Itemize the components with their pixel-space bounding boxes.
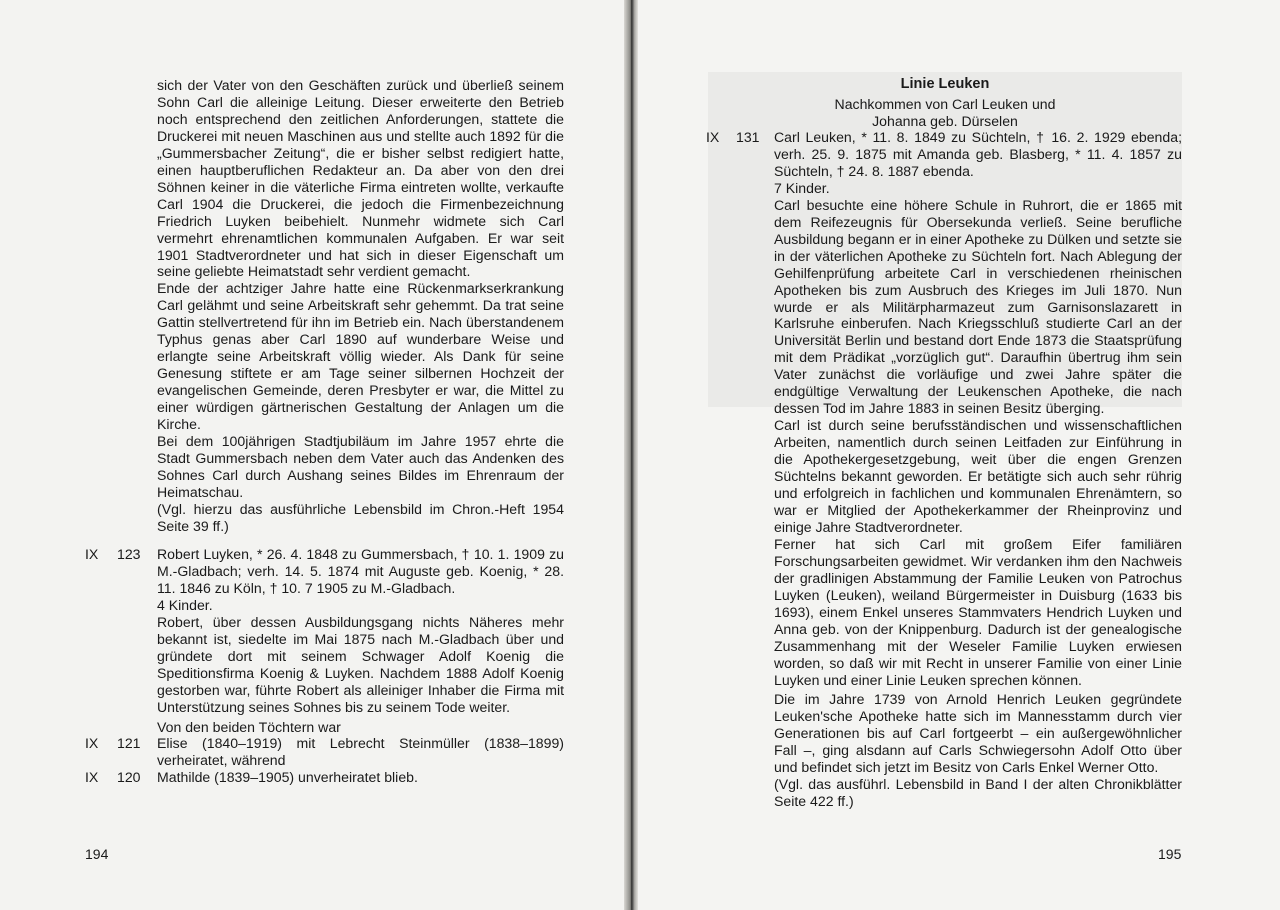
- paragraph: Ende der achtziger Jahre hatte eine Rückenmarkserkrankung Carl gelähmt und seine Arbeitskraft sehr gehemmt. Da trat seine Gattin stellvertretend für ihn im Betrieb ein. Nach überstandenem Typhus genas aber Carl 1890 auf wunderbare Weise und erlangte seine Arbeitskraft völlig wieder. Als Dank für seine Genesung stiftete er am Tage seiner silbernen Hochzeit der evangelischen Gemeinde, deren Presbyter er war, die Mittel zu einer würdigen gärtnerischen Gestaltung der Anlagen um die Kirche.: [157, 280, 564, 433]
- paragraph: 4 Kinder.: [157, 596, 213, 613]
- section-subheading: Nachkommen von Carl Leuken und: [834, 96, 1056, 112]
- right-heading: [708, 75, 1182, 130]
- paragraph: Ferner hat sich Carl mit großem Eifer familiären Forschungsarbeiten gewidmet. Wir verdanken ihm den Nachweis der gradlinigen Abstammung der Familie Leuken von Patrochus Luyken (Leuken), weiland Bürgermeister in Duisburg (1633 bis 1693), einem Enkel unseres Stammvaters Hendrich Luyken und Anna geb. von der Knippenburg. Dadurch ist der genealogische Zusammenhang mit der Weseler Familie Luyken erwiesen worden, so daß wir mit Recht in unserer Familie von einer Linie Luyken und einer Linie Leuken sprechen können.: [774, 535, 1182, 688]
- entry-robert-luyken: [85, 546, 564, 786]
- paragraph: Die im Jahre 1739 von Arnold Henrich Leuken gegründete Leuken'sche Apotheke hatte sich im Mannesstamm durch vier Generationen bis auf Carl fortgeerbt – ein außergewöhnlicher Fall –, ging alsdann auf Carls Schwiegersohn Adolf Otto über und befindet sich jetzt im Besitz von Carls Enkel Werner Otto.: [774, 691, 1182, 776]
- paragraph: Von den beiden Töchtern war: [157, 718, 341, 735]
- paragraph: Carl besuchte eine höhere Schule in Ruhrort, die er 1865 mit dem Reifezeugnis für Obersekunda verließ. Seine berufliche Ausbildung begann er in einer Apotheke zu Dülken und setzte sie in der väterlichen Apotheke zu Süchteln fort. Nach Ablegung der Gehilfenprüfung arbeitete Carl in verschiedenen rheinischen Apotheken bis zum Ausbruch des Krieges im Juli 1870. Nun wurde er als Militärpharmazeut zum Garnisonslazarett in Karlsruhe einberufen. Nach Kriegsschluß studierte Carl an der Universität Berlin und bestand dort Ende 1873 die Staatsprüfung mit dem Prädikat „vorzüglich gut“. Daraufhin übertrug ihm sein Vater zunächst die vorläufige und zwei Jahre später die endgültige Verwaltung der Leukenschen Apotheke, die nach dessen Tod im Jahre 1883 in seinen Besitz überging.: [774, 196, 1182, 417]
- paragraph: Robert Luyken, * 26. 4. 1848 zu Gummersbach, † 10. 1. 1909 zu M.-Gladbach; verh. 14. 5. 1874 mit Auguste geb. Koenig, * 28. 11. 1846 zu Köln, † 10. 7 1905 zu M.-Gladbach.: [157, 546, 564, 596]
- entry-generation: IX: [706, 129, 720, 145]
- entry-number: 123: [117, 546, 141, 562]
- entry-generation: IX: [85, 735, 99, 752]
- section-heading: Linie Leuken: [900, 76, 990, 92]
- entry-number: 120: [117, 769, 141, 786]
- paragraph: Carl ist durch seine berufsständischen und wissenschaftlichen Arbeiten, namentlich durch seinen Leitfaden zur Einführung in die Apothekergesetzgebung, weit über die engen Grenzen Süchtelns bekannt geworden. Er betätigte sich auch sehr rührig und erfolgreich in fachlichen und kommunalen Ehrenämtern, so war er Mitglied der Apothekerkammer der Rheinprovinz und einige Jahre Stadtverordneter.: [774, 417, 1182, 535]
- paragraph: Elise (1840–1919) mit Lebrecht Steinmüller (1838–1899) verheiratet, während: [157, 735, 564, 769]
- entry-carl-leuken: [706, 129, 1182, 810]
- left-page: [0, 0, 630, 910]
- entry-mathilde: [85, 769, 564, 786]
- entry-elise: [85, 735, 564, 769]
- section-subheading: Johanna geb. Dürselen: [872, 113, 1018, 129]
- page-number-left: 194: [85, 846, 109, 862]
- paragraph: 7 Kinder.: [774, 179, 830, 196]
- paragraph: (Vgl. hierzu das ausführliche Lebensbild im Chron.-Heft 1954 Seite 39 ff.): [157, 500, 564, 534]
- left-main-text: [157, 77, 564, 535]
- paragraph: sich der Vater von den Geschäften zurück und überließ seinem Sohn Carl die alleinige Leitung. Dieser erweiterte den Betrieb noch entsprechend den zeitlichen Anforderungen, stattete die Druckerei mit neuen Maschinen aus und stellte auch 1892 für die „Gummersbacher Zeitung“, die er bisher selbst redigiert hatte, einen hauptberuflichen Redakteur an. Da aber von den drei Söhnen keiner in die väterliche Firma eintreten wollte, verkaufte Carl 1904 die Druckerei, die jedoch die Firmenbezeichnung Friedrich Luyken beibehielt. Nunmehr widmete sich Carl vermehrt ehrenamtlichen kommunalen Aufgaben. Er war seit 1901 Stadtverordneter und hat sich in dieser Eigenschaft um seine geliebte Heimatstadt sehr verdient gemacht.: [157, 77, 564, 280]
- book-spine: [624, 0, 638, 910]
- paragraph: Carl Leuken, * 11. 8. 1849 zu Süchteln, † 16. 2. 1929 ebenda; verh. 25. 9. 1875 mit Amanda geb. Blasberg, * 11. 4. 1857 zu Süchteln, † 24. 8. 1887 ebenda.: [774, 129, 1182, 179]
- entry-number: 121: [117, 735, 141, 752]
- paragraph: Bei dem 100jährigen Stadtjubiläum im Jahre 1957 ehrte die Stadt Gummersbach neben dem Vater auch das Andenken des Sohnes Carl durch Aushang seines Bildes im Ehrenraum der Heimatschau.: [157, 433, 564, 500]
- page-number-right: 195: [1158, 846, 1182, 862]
- entry-generation: IX: [85, 769, 99, 786]
- paragraph: Robert, über dessen Ausbildungsgang nichts Näheres mehr bekannt ist, siedelte im Mai 1875 nach M.-Gladbach über und gründete dort mit seinem Schwager Adolf Koenig die Speditionsfirma Koenig & Luyken. Nachdem 1888 Adolf Koenig gestorben war, führte Robert als alleiniger Inhaber die Firma mit Unterstützung seines Sohnes bis zu seinem Tode weiter.: [157, 613, 564, 715]
- entry-generation: IX: [85, 546, 99, 562]
- entry-number: 131: [736, 129, 760, 145]
- paragraph: Mathilde (1839–1905) unverheiratet blieb.: [157, 769, 418, 786]
- paragraph: (Vgl. das ausführl. Lebensbild in Band I der alten Chronikblätter Seite 422 ff.): [774, 776, 1182, 810]
